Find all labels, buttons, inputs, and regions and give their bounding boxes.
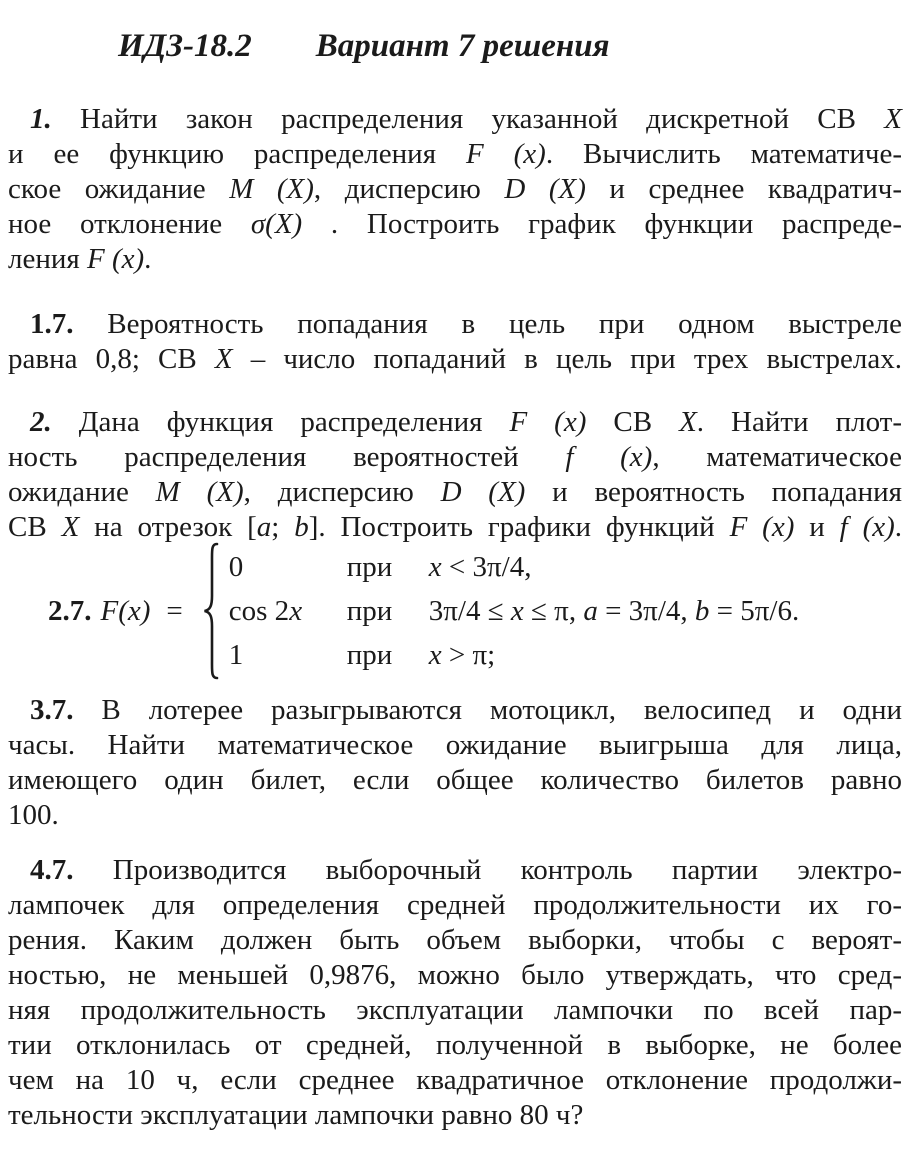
text-run: – число попаданий в цель при трех выстрелах. — [232, 343, 903, 375]
assignment-id: ИДЗ-18.2 — [118, 28, 252, 64]
case-keyword: при — [346, 638, 393, 671]
text-run: 0 — [228, 550, 244, 583]
paragraph-problem-3-7 — [8, 693, 902, 833]
text-run: x — [510, 594, 524, 627]
text-run: F (x) — [465, 138, 546, 170]
text-run: σ(X) — [250, 208, 303, 240]
variant-title: Вариант 7 решения — [315, 28, 610, 64]
text-run: b — [294, 511, 309, 543]
case-condition — [429, 551, 532, 584]
text-line — [8, 102, 902, 137]
paragraph-problem-1 — [8, 102, 902, 277]
text-run: D (X) — [440, 476, 526, 508]
text-run: X — [679, 406, 697, 438]
text-run: рения. Каким должен быть объем выборки, чтобы с вероят- — [8, 924, 902, 956]
paragraph-problem-2 — [8, 405, 902, 545]
text-run: M (X) — [155, 476, 244, 508]
text-run: X — [214, 343, 233, 375]
text-run: . Вычислить математиче- — [545, 138, 903, 170]
text-line — [8, 798, 902, 833]
text-line — [8, 405, 902, 440]
text-run: = 5π/6. — [709, 594, 800, 627]
text-run: M (X) — [229, 173, 314, 205]
text-run: Дана функция распределения — [51, 406, 510, 438]
text-run: X — [884, 103, 902, 135]
text-run: x — [428, 550, 442, 583]
formula-cases — [229, 545, 799, 677]
text-run: F (x) — [729, 511, 795, 543]
formula-2-7 — [48, 545, 902, 677]
text-run: F (x) — [509, 406, 587, 438]
document-title — [118, 26, 902, 66]
text-line — [8, 693, 902, 728]
text-run: b — [694, 594, 710, 627]
text-run: чем на 10 ч, если среднее квадратичное отклонение продолжи- — [8, 1064, 902, 1096]
text-run: тельности эксплуатации лампочки равно 80 ч? — [8, 1099, 584, 1131]
text-line — [8, 342, 902, 377]
text-run: ное отклонение — [8, 208, 251, 240]
equals-sign: = — [166, 594, 183, 627]
text-run: 3π/4 ≤ — [428, 594, 511, 627]
text-run: 4.7. — [30, 854, 74, 886]
text-line — [8, 440, 902, 475]
text-line — [8, 763, 902, 798]
text-run: ское ожидание — [8, 173, 230, 205]
text-run: В лотерее разыгрываются мотоцикл, велосипед и одни — [73, 694, 902, 726]
text-run: = 3π/4, — [597, 594, 695, 627]
curly-brace — [199, 541, 221, 681]
text-run: ≤ π, — [523, 594, 584, 627]
text-run: a — [583, 594, 598, 627]
text-line — [8, 1098, 902, 1133]
case-row — [229, 633, 799, 677]
text-line — [8, 307, 902, 342]
case-keyword: при — [346, 550, 393, 583]
text-run: , дисперсию — [313, 173, 505, 205]
paragraph-problem-4-7 — [8, 853, 902, 1133]
text-run: ; — [271, 511, 295, 543]
formula-label: 2.7. — [48, 594, 92, 627]
case-condition — [429, 595, 799, 628]
case-row — [229, 545, 799, 589]
text-line — [8, 853, 902, 888]
text-run: , дисперсию — [243, 476, 441, 508]
text-run: f (x) — [565, 441, 653, 473]
text-run: имеющего один билет, если общее количество билетов равно — [8, 764, 902, 796]
case-condition — [429, 639, 495, 672]
case-keyword: при — [346, 594, 393, 627]
text-run: . Построить график функции распреде- — [302, 208, 902, 240]
text-run: и вероятность попадания — [525, 476, 903, 508]
text-line — [8, 242, 902, 277]
case-value — [229, 551, 347, 584]
text-run: 100. — [8, 799, 59, 831]
text-run: лампочек для определения средней продолжительности их го- — [8, 889, 902, 921]
text-run: няя продолжительность эксплуатации лампочки по всей пар- — [8, 994, 902, 1026]
text-run: F (x) — [86, 243, 145, 275]
text-line — [8, 510, 902, 545]
text-line — [8, 207, 902, 242]
text-line — [8, 475, 902, 510]
formula-function: F(x) — [100, 594, 151, 627]
text-run: . Найти плот- — [696, 406, 903, 438]
text-run: . — [894, 511, 903, 543]
text-run: часы. Найти математическое ожидание выигрыша для лица, — [8, 729, 902, 761]
text-run: x — [289, 594, 303, 627]
text-run: a — [256, 511, 272, 543]
text-line — [8, 1063, 902, 1098]
text-run: ность распределения вероятностей — [8, 441, 566, 473]
text-run: СВ — [8, 511, 62, 543]
text-run: , математическое — [652, 441, 902, 473]
text-line — [8, 958, 902, 993]
text-run: D (X) — [504, 173, 586, 205]
text-line — [8, 923, 902, 958]
text-run: Найти закон распределения указанной дискретной СВ — [51, 103, 885, 135]
text-run: 1. — [30, 103, 52, 135]
text-run: 1.7. — [30, 308, 74, 340]
text-line — [8, 888, 902, 923]
text-line — [8, 172, 902, 207]
text-run: X — [61, 511, 80, 543]
text-run: СВ — [586, 406, 680, 438]
text-run: Вероятность попадания в цель при одном выстреле — [73, 308, 902, 340]
text-run: 2. — [30, 406, 52, 438]
text-line — [8, 728, 902, 763]
text-run: cos 2 — [228, 594, 290, 627]
text-run: равна 0,8; СВ — [8, 343, 215, 375]
text-run: ]. Построить графики функций — [308, 511, 730, 543]
text-line — [8, 993, 902, 1028]
text-run: и — [794, 511, 840, 543]
case-value — [229, 639, 347, 672]
text-run: на отрезок [ — [79, 511, 257, 543]
case-value — [229, 595, 347, 628]
text-run: тии отклонилась от средней, полученной в выборке, не более — [8, 1029, 902, 1061]
paragraph-problem-1-7 — [8, 307, 902, 377]
text-run: и ее функцию распределения — [8, 138, 466, 170]
text-line — [8, 137, 902, 172]
text-run: 3.7. — [30, 694, 74, 726]
text-run: 1 — [228, 638, 244, 671]
text-run: f (x) — [839, 511, 895, 543]
text-run: < 3π/4, — [441, 550, 532, 583]
text-run: Производится выборочный контроль партии электро- — [73, 854, 902, 886]
text-run: . — [144, 243, 152, 275]
text-run: ления — [8, 243, 87, 275]
text-run: ностью, не меньшей 0,9876, можно было утверждать, что сред- — [8, 959, 902, 991]
text-run: > π; — [441, 638, 496, 671]
text-run: x — [428, 638, 442, 671]
text-run: ожидание — [8, 476, 156, 508]
case-row — [229, 589, 799, 633]
text-run: и среднее квадратич- — [585, 173, 903, 205]
text-line — [8, 1028, 902, 1063]
